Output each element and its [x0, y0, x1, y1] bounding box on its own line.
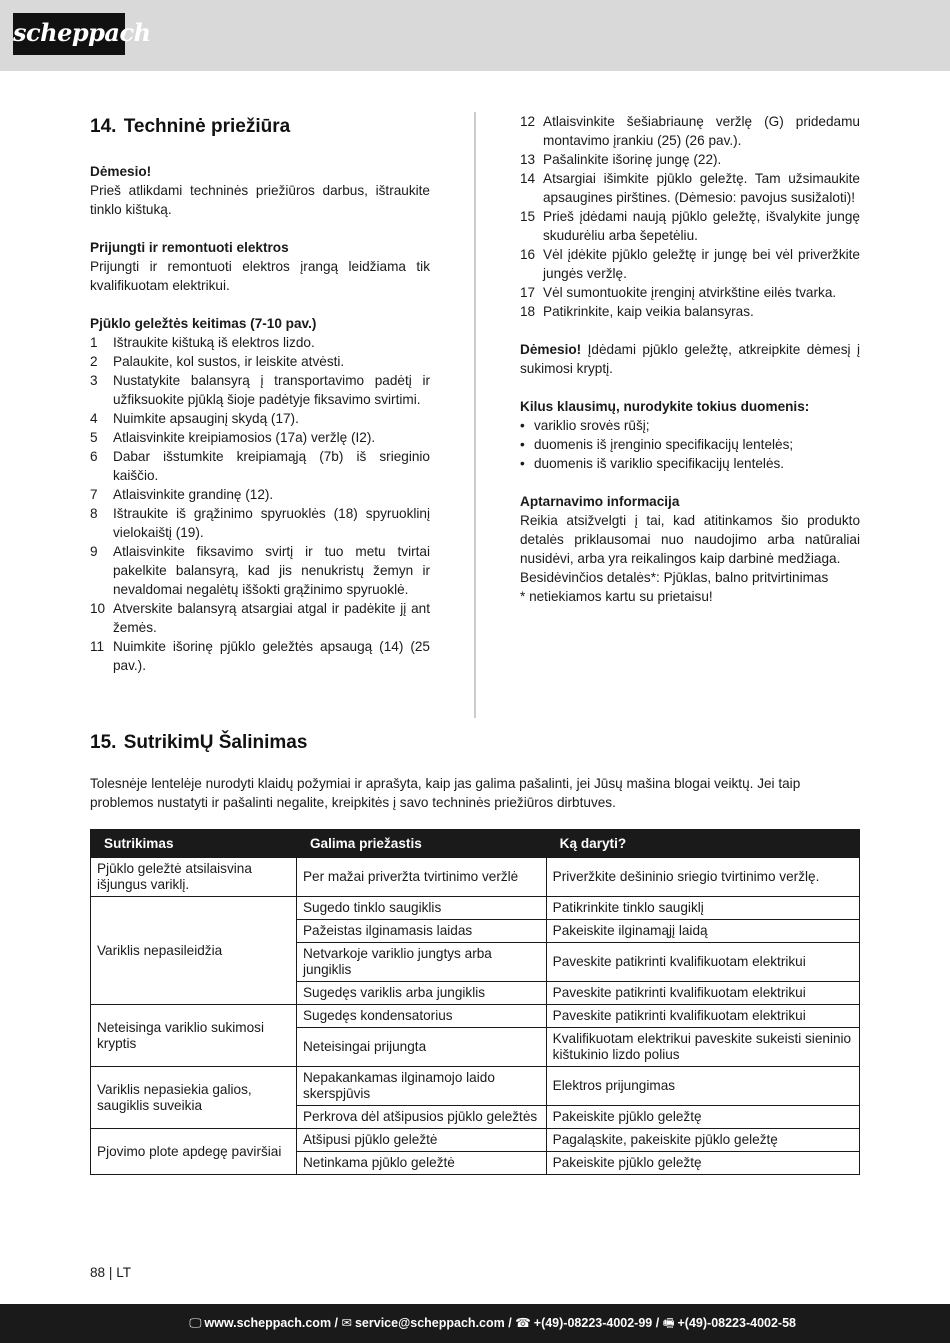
header-fault: Sutrikimas [91, 830, 297, 858]
action-cell: Pakeiskite ilginamąjį laidą [546, 920, 859, 943]
step-text: Atlaisvinkite kreipiamosios (17a) veržlę (I2). [113, 430, 376, 445]
step-text: Dabar išstumkite kreipiamąją (7b) iš srieginio kaiščio. [113, 449, 430, 483]
step-number: 6 [90, 449, 98, 464]
section-14-number: 14. [90, 116, 117, 137]
section-15-heading: SutrikimŲ Šalinimas [123, 732, 308, 753]
step-number: 12 [520, 114, 536, 129]
step-text: Prieš įdėdami naują pjūklo geležtę, išvalykite jungę skudurėliu arba šepetėliu. [543, 209, 860, 243]
fault-cell: Variklis nepasileidžia [91, 897, 297, 1005]
step-item [520, 112, 860, 150]
header-cause: Galima priežastis [296, 830, 546, 858]
service-text: Reikia atsižvelgti į tai, kad atitinkamos šio produkto detalės priklausomai nuo naudojimo arba natūraliai nusidėvi, arba yra reikalingos kaip darbinė medžiaga. [520, 513, 860, 566]
step-number: 11 [90, 639, 105, 654]
step-number: 1 [90, 335, 98, 350]
fax-icon: 🖷 [662, 1316, 675, 1330]
action-cell: Paveskite patikrinti kvalifikuotam elektrikui [546, 943, 859, 982]
cause-cell: Sugedęs variklis arba jungiklis [296, 982, 546, 1005]
action-cell: Pagaląskite, pakeiskite pjūklo geležtę [546, 1129, 859, 1152]
footnote: * netiekiamos kartu su prietaisu! [520, 589, 713, 604]
step-number: 5 [90, 430, 98, 445]
attention-text: Prieš atlikdami techninės priežiūros darbus, ištraukite tinklo kištuką. [90, 183, 430, 217]
blade-steps-list [90, 333, 430, 675]
header-bar [0, 0, 950, 71]
table-header-row [91, 830, 860, 858]
blade-change-title: Pjūklo geležtės keitimas (7-10 pav.) [90, 316, 317, 331]
footer-bar [0, 1304, 950, 1343]
step-number: 15 [520, 209, 536, 224]
page-number: 88 | LT [90, 1265, 132, 1280]
question-item: • variklio srovės rūšį; [520, 416, 860, 435]
action-cell: Patikrinkite tinklo saugiklį [546, 897, 859, 920]
action-cell: Elektros prijungimas [546, 1067, 859, 1106]
step-item [90, 542, 430, 599]
action-cell: Paveskite patikrinti kvalifikuotam elektrikui [546, 1005, 859, 1028]
cause-cell: Netinkama pjūklo geležtė [296, 1152, 546, 1175]
step-text: Atlaisvinkite šešiabriaunę veržlę (G) pridedamu montavimo įrankiu (25) (26 pav.). [543, 114, 860, 148]
step-item [520, 169, 860, 207]
blade-steps-list-continued [520, 112, 860, 321]
step-item [90, 637, 430, 675]
step-text: Nuimkite išorinę pjūklo geležtės apsaugą (14) (25 pav.). [113, 639, 430, 673]
step-text: Ištraukite iš grąžinimo spyruoklės (18) spyruoklinį vielokaištį (19). [113, 506, 430, 540]
step-text: Atsargiai išimkite pjūklo geležtę. Tam užsimaukite apsaugines pirštines. (Dėmesio: pavojus susižaloti)! [543, 171, 860, 205]
fault-cell: Pjovimo plote apdegę paviršiai [91, 1129, 297, 1175]
questions-list [520, 416, 860, 473]
step-number: 4 [90, 411, 98, 426]
table-row [91, 1067, 860, 1106]
step-item [90, 371, 430, 409]
section-14-heading: Techninė priežiūra [123, 116, 291, 137]
step-item [90, 352, 430, 371]
cause-cell: Atšipusi pjūklo geležtė [296, 1129, 546, 1152]
step-text: Atlaisvinkite grandinę (12). [113, 487, 274, 502]
step-item [520, 283, 860, 302]
step-item [90, 485, 430, 504]
footer-fax: +(49)-08223-4002-58 [677, 1316, 796, 1330]
action-cell: Paveskite patikrinti kvalifikuotam elektrikui [546, 982, 859, 1005]
step-item [520, 207, 860, 245]
action-cell: Kvalifikuotam elektrikui paveskite sukeisti sieninio kištukinio lizdo polius [546, 1028, 859, 1067]
step-item [90, 409, 430, 428]
service-title: Aptarnavimo informacija [520, 494, 680, 509]
note-label: Dėmesio! [520, 342, 582, 357]
section-15-intro: Tolesnėje lentelėje nurodyti klaidų požymiai ir aprašyta, kaip jas galima pašalinti, jei Jūsų mašina blogai veiktų. Jei taip problemos nustatyti ir pašalinti negalite, kreipkitės į savo techninės priežiūros dirbtuves. [90, 776, 801, 810]
troubleshooting-table [90, 829, 860, 1175]
header-action: Ką daryti? [546, 830, 859, 858]
table-row [91, 1005, 860, 1028]
phone-icon: ☎ [515, 1316, 531, 1330]
electric-text: Prijungti ir remontuoti elektros įrangą leidžiama tik kvalifikuotam elektrikui. [90, 259, 430, 293]
step-text: Palaukite, kol sustos, ir leiskite atvėsti. [113, 354, 345, 369]
step-number: 8 [90, 506, 98, 521]
column-divider [474, 112, 476, 718]
envelope-icon: ✉ [341, 1316, 352, 1330]
cause-cell: Netvarkoje variklio jungtys arba jungiklis [296, 943, 546, 982]
section-15-title [90, 732, 860, 754]
action-cell: Pakeiskite pjūklo geležtę [546, 1152, 859, 1175]
rotation-note [520, 340, 860, 378]
step-number: 9 [90, 544, 98, 559]
cause-cell: Perkrova dėl atšipusios pjūklo geležtės [296, 1106, 546, 1129]
electric-title: Prijungti ir remontuoti elektros [90, 240, 289, 255]
step-number: 3 [90, 373, 98, 388]
section-15-number: 15. [90, 732, 117, 753]
table-row [91, 1129, 860, 1152]
cause-cell: Per mažai priveržta tvirtinimo veržlė [296, 858, 546, 897]
section-14-title [90, 116, 430, 138]
step-item [90, 333, 430, 352]
questions-title: Kilus klausimų, nurodykite tokius duomenis: [520, 399, 810, 414]
step-number: 18 [520, 304, 536, 319]
step-item [90, 428, 430, 447]
cause-cell: Pažeistas ilginamasis laidas [296, 920, 546, 943]
wear-parts-text: Besidėvinčios detalės*: Pjūklas, balno pritvirtinimas [520, 570, 829, 585]
step-text: Pašalinkite išorinę jungę (22). [543, 152, 722, 167]
cause-cell: Sugedęs kondensatorius [296, 1005, 546, 1028]
cause-cell: Nepakankamas ilginamojo laido skerspjūvis [296, 1067, 546, 1106]
table-row [91, 897, 860, 920]
scheppach-logo: scheppach [13, 13, 125, 55]
footer-web[interactable]: www.scheppach.com / [204, 1316, 339, 1330]
fault-cell: Neteisinga variklio sukimosi kryptis [91, 1005, 297, 1067]
right-column [520, 112, 860, 606]
step-number: 10 [90, 601, 106, 616]
step-text: Atlaisvinkite fiksavimo svirtį ir tuo metu tvirtai pakelkite balansyrą, kad jis nenukristų žemyn ir nevaldomai negalėtų iššokti grąžinimo spyruoklė. [113, 544, 430, 597]
step-number: 16 [520, 247, 536, 262]
step-item [90, 504, 430, 542]
step-text: Vėl sumontuokite įrenginį atvirkštine eilės tvarka. [543, 285, 837, 300]
fault-cell: Variklis nepasiekia galios, saugiklis suveikia [91, 1067, 297, 1129]
cause-cell: Sugedo tinklo saugiklis [296, 897, 546, 920]
question-item: • duomenis iš įrenginio specifikacijų lentelės; [520, 435, 860, 454]
footer-phone: +(49)-08223-4002-99 / [533, 1316, 660, 1330]
step-number: 13 [520, 152, 536, 167]
left-column [90, 112, 430, 675]
step-text: Vėl įdėkite pjūklo geležtę ir jungę bei vėl priveržkite jungės veržlę. [543, 247, 860, 281]
fault-cell: Pjūklo geležtė atsilaisvina išjungus variklį. [91, 858, 297, 897]
monitor-icon: 🖵 [189, 1316, 202, 1330]
step-text: Patikrinkite, kaip veikia balansyras. [543, 304, 754, 319]
step-item [90, 447, 430, 485]
step-number: 14 [520, 171, 536, 186]
footer-contacts [189, 1304, 796, 1343]
step-text: Nuimkite apsauginį skydą (17). [113, 411, 299, 426]
action-cell: Priveržkite dešininio sriegio tvirtinimo veržlę. [546, 858, 859, 897]
step-item [520, 150, 860, 169]
cause-cell: Neteisingai prijungta [296, 1028, 546, 1067]
section-15 [90, 728, 860, 812]
attention-label: Dėmesio! [90, 164, 152, 179]
step-text: Ištraukite kištuką iš elektros lizdo. [113, 335, 315, 350]
step-number: 17 [520, 285, 536, 300]
question-item: • duomenis iš variklio specifikacijų lentelės. [520, 454, 860, 473]
note-text: Įdėdami pjūklo geležtę, atkreipkite dėmesį į sukimosi kryptį. [520, 342, 860, 376]
footer-email[interactable]: service@scheppach.com / [354, 1316, 512, 1330]
step-item [520, 245, 860, 283]
step-number: 7 [90, 487, 98, 502]
action-cell: Pakeiskite pjūklo geležtę [546, 1106, 859, 1129]
step-text: Atverskite balansyrą atsargiai atgal ir padėkite jį ant žemės. [113, 601, 430, 635]
step-item [520, 302, 860, 321]
step-number: 2 [90, 354, 98, 369]
step-text: Nustatykite balansyrą į transportavimo padėtį ir užfiksuokite pjūklą šioje padėtyje fiksavimo svirtimi. [113, 373, 430, 407]
step-item [90, 599, 430, 637]
table-row [91, 858, 860, 897]
